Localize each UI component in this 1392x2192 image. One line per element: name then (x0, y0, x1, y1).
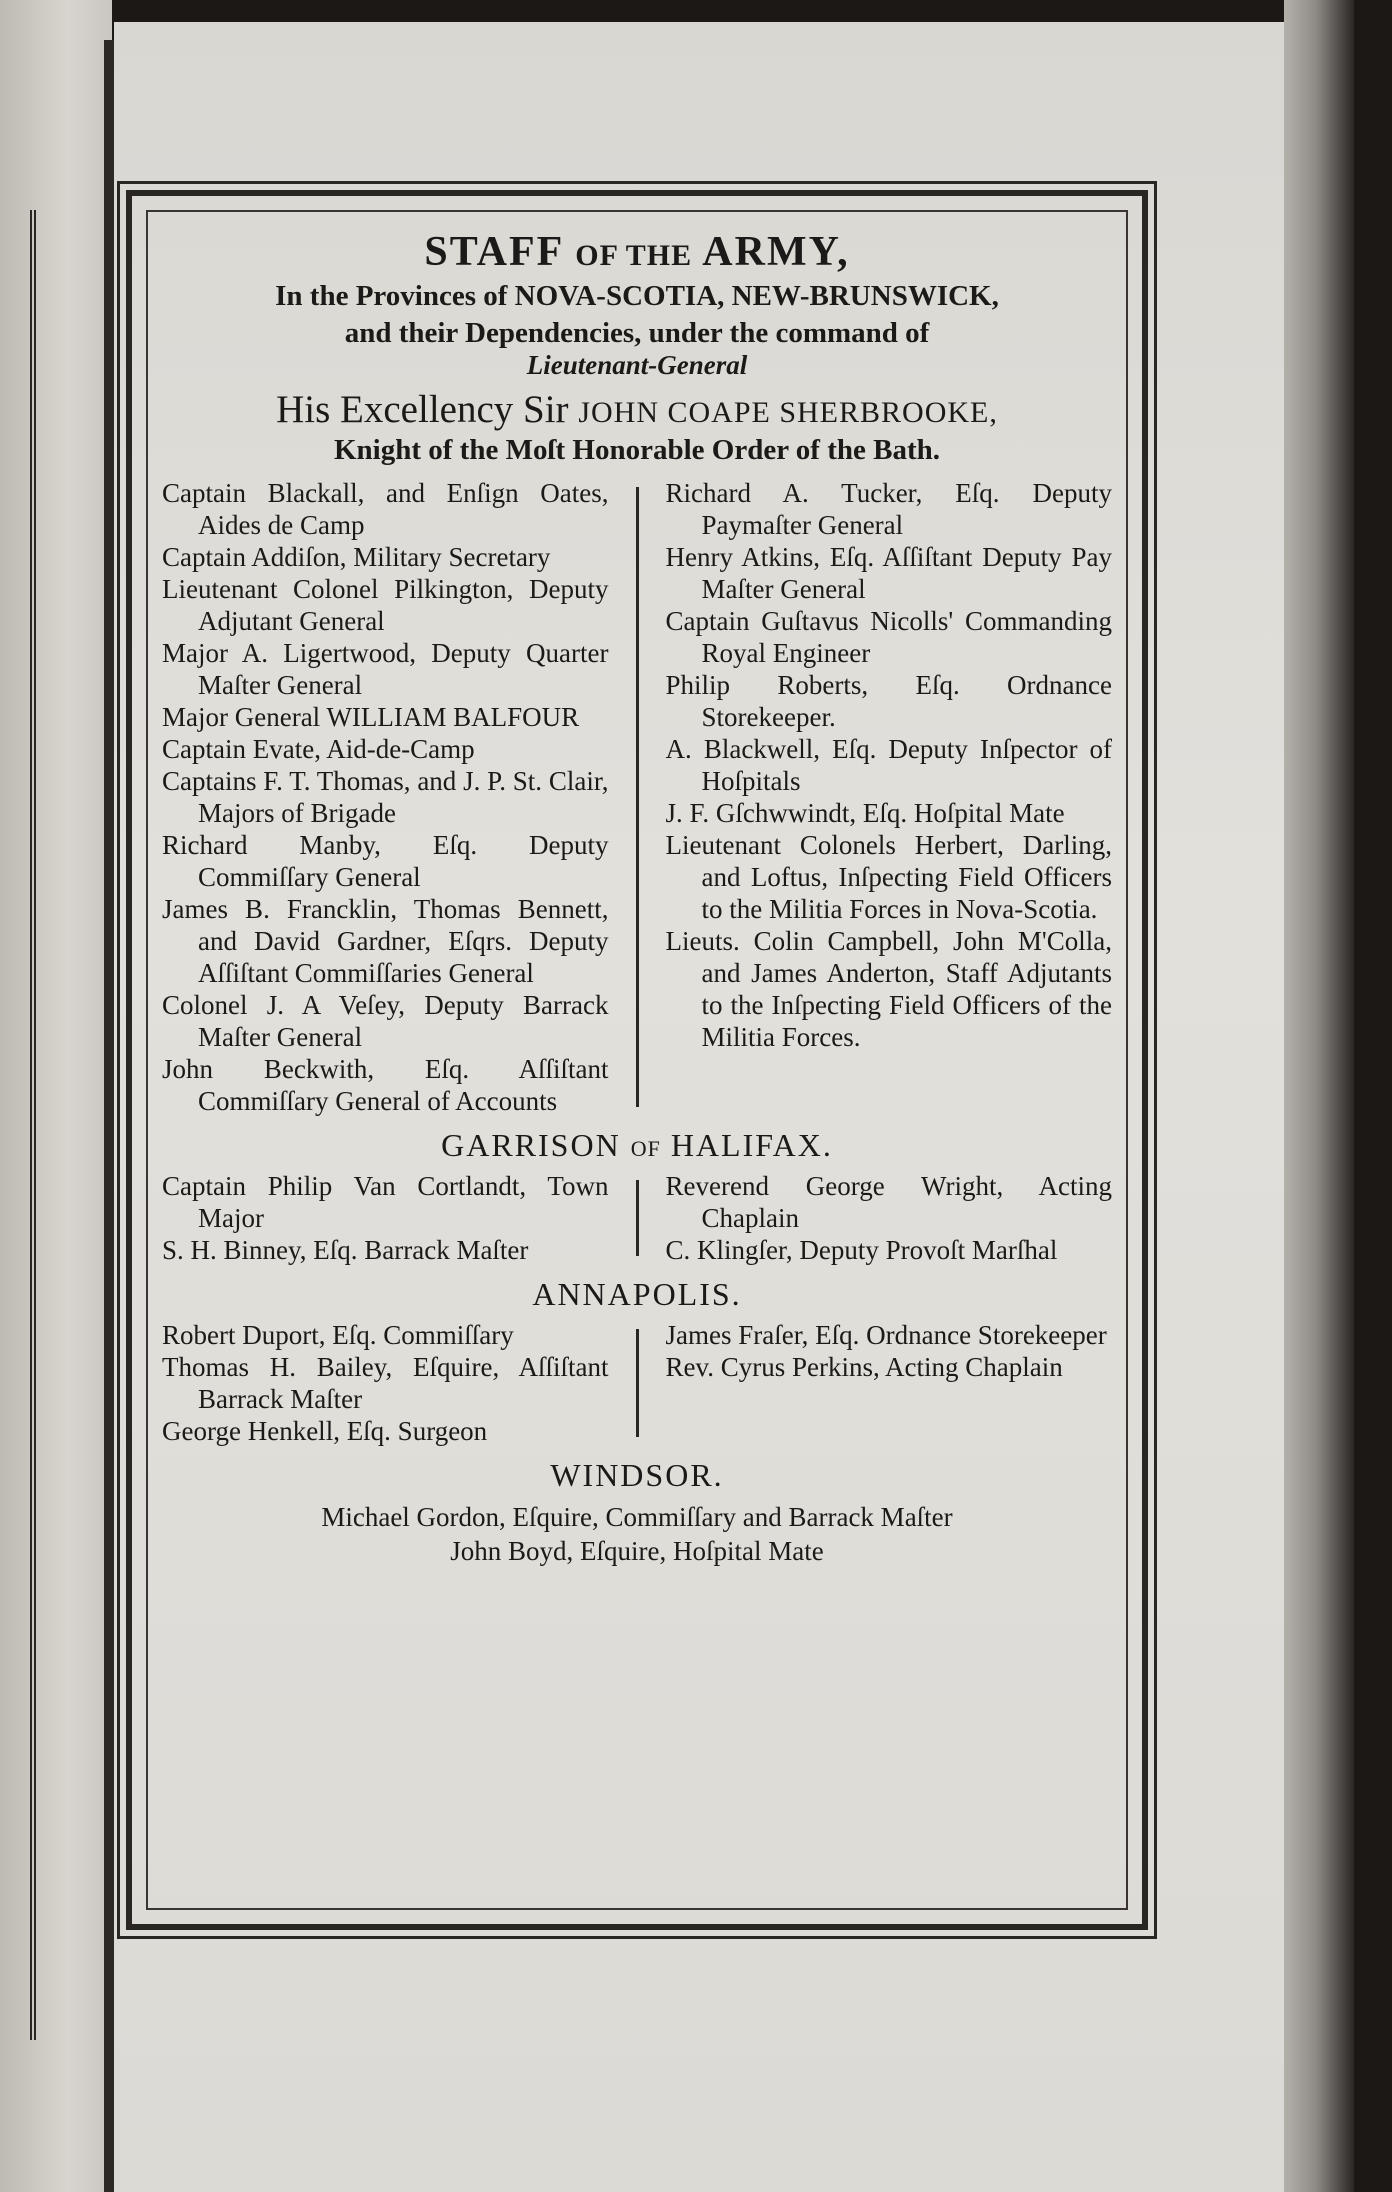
list-item: Henry Atkins, Eſq. Aſſiſtant Deputy Pay Maſter General (665, 542, 1112, 604)
list-item: James B. Francklin, Thomas Bennett, and David Gardner, Eſqrs. Deputy Aſſiſtant Commiſſaries General (162, 894, 609, 988)
dependencies-line: and their Dependencies, under the command of (344, 317, 930, 349)
book-gutter (104, 40, 114, 2192)
staff-right-column (666, 477, 1113, 1117)
list-item: John Boyd, Eſquire, Hoſpital Mate (450, 1536, 824, 1566)
provinces-line: In the Provinces of NOVA-SCOTIA, NEW-BRUNSWICK, (275, 280, 999, 312)
facing-page-border (0, 210, 36, 2040)
list-item: S. H. Binney, Eſq. Barrack Maſter (162, 1235, 529, 1265)
list-item: Reverend George Wright, Acting Chaplain (665, 1171, 1112, 1233)
staff-columns (162, 477, 1112, 1117)
title-staff: STAFF (424, 229, 563, 275)
column-divider (636, 1329, 639, 1437)
title-of-the: OF THE (575, 239, 693, 272)
list-item: Lieutenant Colonels Herbert, Darling, and Loftus, Inſpecting Field Officers to the Militia Forces in Nova-Scotia. (665, 830, 1112, 924)
annapolis-columns (162, 1319, 1112, 1447)
list-item: Richard Manby, Eſq. Deputy Commiſſary General (162, 830, 609, 892)
list-item: A. Blackwell, Eſq. Deputy Inſpector of Hoſpitals (665, 734, 1112, 796)
list-item: Robert Duport, Eſq. Commiſſary (162, 1320, 514, 1350)
list-item: Rev. Cyrus Perkins, Acting Chaplain (665, 1352, 1063, 1382)
staff-list-content (162, 220, 1112, 1904)
list-item: Thomas H. Bailey, Eſquire, Aſſiſtant Barrack Maſter (162, 1352, 609, 1414)
windsor-title: WINDSOR. (550, 1457, 724, 1493)
list-item: Captain Addiſon, Military Secretary (162, 542, 551, 572)
title-army: ARMY, (702, 229, 850, 275)
list-item: Michael Gordon, Eſquire, Commiſſary and Barrack Maſter (321, 1502, 953, 1532)
halifax-title-garrison: GARRISON (441, 1127, 621, 1163)
halifax-right-column (666, 1170, 1113, 1266)
facing-page (0, 0, 112, 2192)
list-item: Philip Roberts, Eſq. Ordnance Storekeeper. (665, 670, 1112, 732)
rank-line: Lieutenant-General (526, 350, 748, 380)
annapolis-right-column (666, 1319, 1113, 1447)
column-divider (636, 487, 639, 1107)
ornamental-frame (126, 190, 1148, 1930)
annapolis-title: ANNAPOLIS. (532, 1276, 742, 1312)
halifax-title-halifax: HALIFAX. (670, 1127, 833, 1163)
list-item: Richard A. Tucker, Eſq. Deputy Paymaſter General (665, 478, 1112, 540)
list-item: C. Klingſer, Deputy Provoſt Marſhal (665, 1235, 1058, 1265)
halifax-columns (162, 1170, 1112, 1266)
header-block (162, 228, 1112, 467)
list-item: Captain Philip Van Cortlandt, Town Major (162, 1171, 609, 1233)
list-item: John Beckwith, Eſq. Aſſiſtant Commiſſary General of Accounts (162, 1054, 609, 1116)
annapolis-left-column (162, 1319, 609, 1447)
list-item: Lieuts. Colin Campbell, John M'Colla, and James Anderton, Staff Adjutants to the Inſpecting Field Officers of the Militia Forces. (665, 926, 1112, 1052)
order-line: Knight of the Moſt Honorable Order of the Bath. (333, 434, 940, 466)
halifax-title (162, 1127, 1112, 1164)
list-item: Lieutenant Colonel Pilkington, Deputy Adjutant General (162, 574, 609, 636)
commander-line (162, 387, 1112, 432)
page-title (162, 228, 1112, 276)
list-item: J. F. Gſchwwindt, Eſq. Hoſpital Mate (665, 798, 1065, 828)
list-item: Major A. Ligertwood, Deputy Quarter Maſter General (162, 638, 609, 700)
list-item: James Fraſer, Eſq. Ordnance Storekeeper (665, 1320, 1107, 1350)
list-item: Captain Evate, Aid-de-Camp (162, 734, 475, 764)
commander-prefix: His Excellency Sir (276, 388, 569, 431)
list-item: George Henkell, Eſq. Surgeon (162, 1416, 488, 1446)
page-edge-shadow (1284, 0, 1354, 2192)
halifax-title-of: OF (630, 1136, 661, 1161)
list-item: Colonel J. A Veſey, Deputy Barrack Maſter General (162, 990, 609, 1052)
list-item: Captain Blackall, and Enſign Oates, Aides de Camp (162, 478, 609, 540)
list-item: Captain Guſtavus Nicolls' Commanding Royal Engineer (665, 606, 1112, 668)
list-item: Captains F. T. Thomas, and J. P. St. Clair, Majors of Brigade (162, 766, 609, 828)
staff-left-column (162, 477, 609, 1117)
column-divider (636, 1180, 639, 1256)
list-item: Major General WILLIAM BALFOUR (162, 702, 580, 732)
halifax-left-column (162, 1170, 609, 1266)
commander-name: JOHN COAPE SHERBROOKE, (578, 396, 998, 429)
